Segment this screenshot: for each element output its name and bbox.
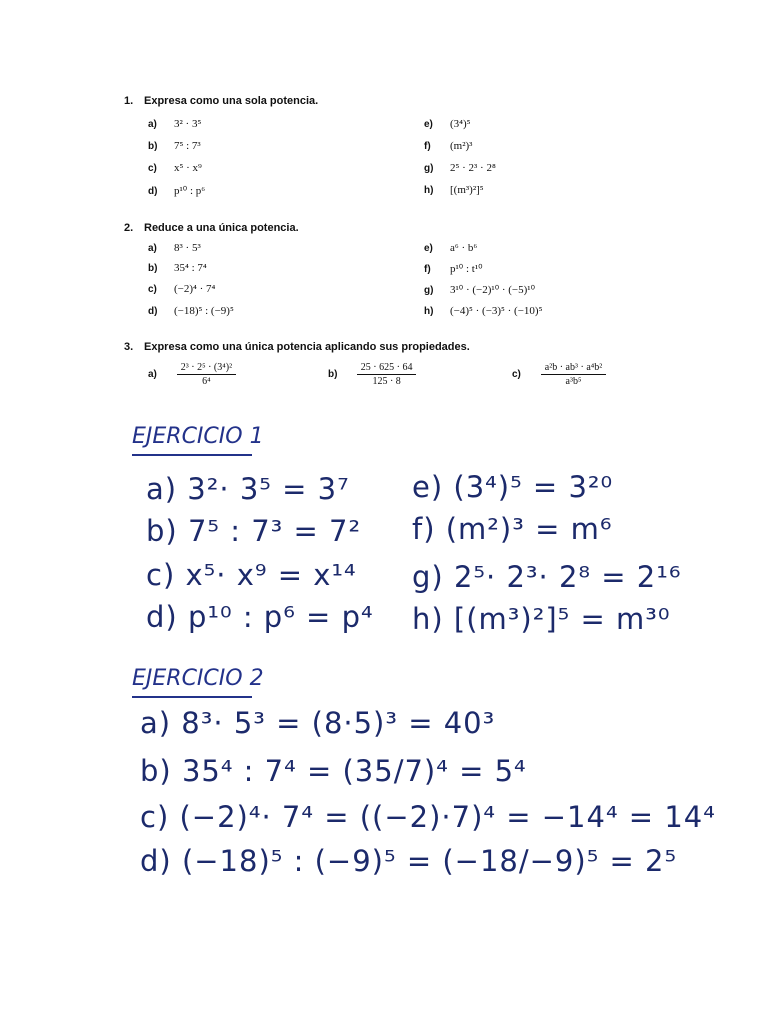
item-label: b) [328, 369, 338, 381]
ej1-line-a: a) 3²· 3⁵ = 3⁷ [146, 472, 350, 506]
item-expression: (−4)⁵ · (−3)⁵ · (−10)⁵ [450, 305, 543, 317]
ej1-line-d: d) p¹⁰ : p⁶ = p⁴ [146, 600, 374, 634]
ej1-line-h: h) [(m³)²]⁵ = m³⁰ [412, 602, 671, 636]
q3-item-a [148, 362, 236, 387]
item-expression: [(m³)²]⁵ [450, 184, 484, 196]
question-3-title [124, 341, 470, 353]
q2-item-h [424, 305, 542, 317]
item-label: c) [512, 369, 521, 381]
q1-item-c [148, 162, 202, 174]
item-label: h) [424, 306, 434, 317]
item-expression: x⁵ · x⁹ [174, 162, 202, 174]
q1-item-f [424, 140, 472, 152]
item-expression: (−2)⁴ · 7⁴ [174, 283, 216, 295]
q1-item-a [148, 118, 201, 130]
ej1-line-f: f) (m²)³ = m⁶ [412, 512, 613, 546]
item-expression: (−18)⁵ : (−9)⁵ [174, 305, 234, 317]
q2-item-a [148, 242, 201, 254]
question-1-title [124, 95, 318, 107]
item-expression: 8³ · 5³ [174, 242, 201, 254]
question-text: Expresa como una única potencia aplicando sus propiedades. [144, 341, 470, 353]
fraction [357, 362, 417, 387]
item-expression: a⁶ · b⁶ [450, 242, 478, 254]
question-number: 3. [124, 341, 134, 353]
question-text: Reduce a una única potencia. [144, 222, 299, 234]
item-expression: p¹⁰ : t¹⁰ [450, 263, 483, 275]
item-expression: 7⁵ : 7³ [174, 140, 201, 152]
item-expression: (3⁴)⁵ [450, 118, 471, 130]
fraction-numerator: a²b · ab³ · a⁴b² [541, 362, 606, 375]
item-label: b) [148, 141, 158, 152]
item-label: c) [148, 163, 157, 174]
question-number: 2. [124, 222, 134, 234]
q2-item-e [424, 242, 477, 254]
q1-item-e [424, 118, 471, 130]
item-label: a) [148, 243, 157, 254]
item-label: g) [424, 163, 434, 174]
item-label: e) [424, 243, 433, 254]
title-underline [132, 454, 252, 456]
q2-item-g [424, 283, 535, 296]
ej1-line-g: g) 2⁵· 2³· 2⁸ = 2¹⁶ [412, 560, 682, 594]
q2-item-d [148, 305, 234, 317]
fraction-denominator: a³b⁵ [565, 376, 582, 387]
question-text: Expresa como una sola potencia. [144, 95, 319, 107]
question-number: 1. [124, 95, 134, 107]
handwritten-solutions [0, 400, 768, 1024]
item-expression: 2⁵ · 2³ · 2⁸ [450, 162, 496, 174]
ej1-line-b: b) 7⁵ : 7³ = 7² [146, 514, 362, 548]
ej2-line-c: c) (−2)⁴· 7⁴ = ((−2)·7)⁴ = −14⁴ = 14⁴ [140, 800, 716, 834]
fraction [541, 362, 606, 387]
item-expression: 3¹⁰ · (−2)¹⁰ · (−5)¹⁰ [450, 284, 536, 296]
item-label: a) [148, 119, 157, 130]
item-label: e) [424, 119, 433, 130]
item-label: c) [148, 284, 157, 295]
ej2-line-d: d) (−18)⁵ : (−9)⁵ = (−18/−9)⁵ = 2⁵ [140, 844, 678, 878]
item-label: d) [148, 186, 158, 197]
fraction-denominator: 125 · 8 [372, 376, 401, 387]
item-label: f) [424, 141, 431, 152]
item-label: d) [148, 306, 158, 317]
fraction-numerator: 2³ · 2⁵ · (3⁴)² [177, 362, 236, 375]
ej1-line-c: c) x⁵· x⁹ = x¹⁴ [146, 558, 357, 592]
item-expression: (m²)³ [450, 140, 473, 152]
item-label: g) [424, 285, 434, 296]
ej2-line-b: b) 35⁴ : 7⁴ = (35/7)⁴ = 5⁴ [140, 754, 527, 788]
item-label: b) [148, 263, 158, 274]
item-label: h) [424, 185, 434, 196]
q2-item-f [424, 262, 483, 275]
item-expression: 3² · 3⁵ [174, 118, 202, 130]
fraction [177, 362, 236, 387]
ej1-line-e: e) (3⁴)⁵ = 3²⁰ [412, 470, 614, 504]
q1-item-h [424, 184, 484, 196]
q3-item-b [328, 362, 416, 387]
ejercicio-1-title: EJERCICIO 1 [132, 424, 264, 449]
fraction-numerator: 25 · 625 · 64 [357, 362, 417, 375]
fraction-denominator: 6⁴ [202, 376, 211, 387]
item-expression: 35⁴ : 7⁴ [174, 262, 207, 274]
q3-item-c [512, 362, 606, 387]
item-label: f) [424, 264, 431, 275]
q1-item-g [424, 162, 496, 174]
q1-item-d [148, 184, 205, 197]
ejercicio-2-title: EJERCICIO 2 [132, 666, 264, 691]
q1-item-b [148, 140, 201, 152]
ej2-line-a: a) 8³· 5³ = (8·5)³ = 40³ [140, 706, 496, 740]
title-underline [132, 696, 252, 698]
item-label: a) [148, 369, 157, 381]
q2-item-c [148, 283, 215, 295]
q2-item-b [148, 262, 207, 274]
question-2-title [124, 222, 299, 234]
printed-worksheet [0, 0, 768, 400]
item-expression: p¹⁰ : p⁶ [174, 185, 206, 197]
